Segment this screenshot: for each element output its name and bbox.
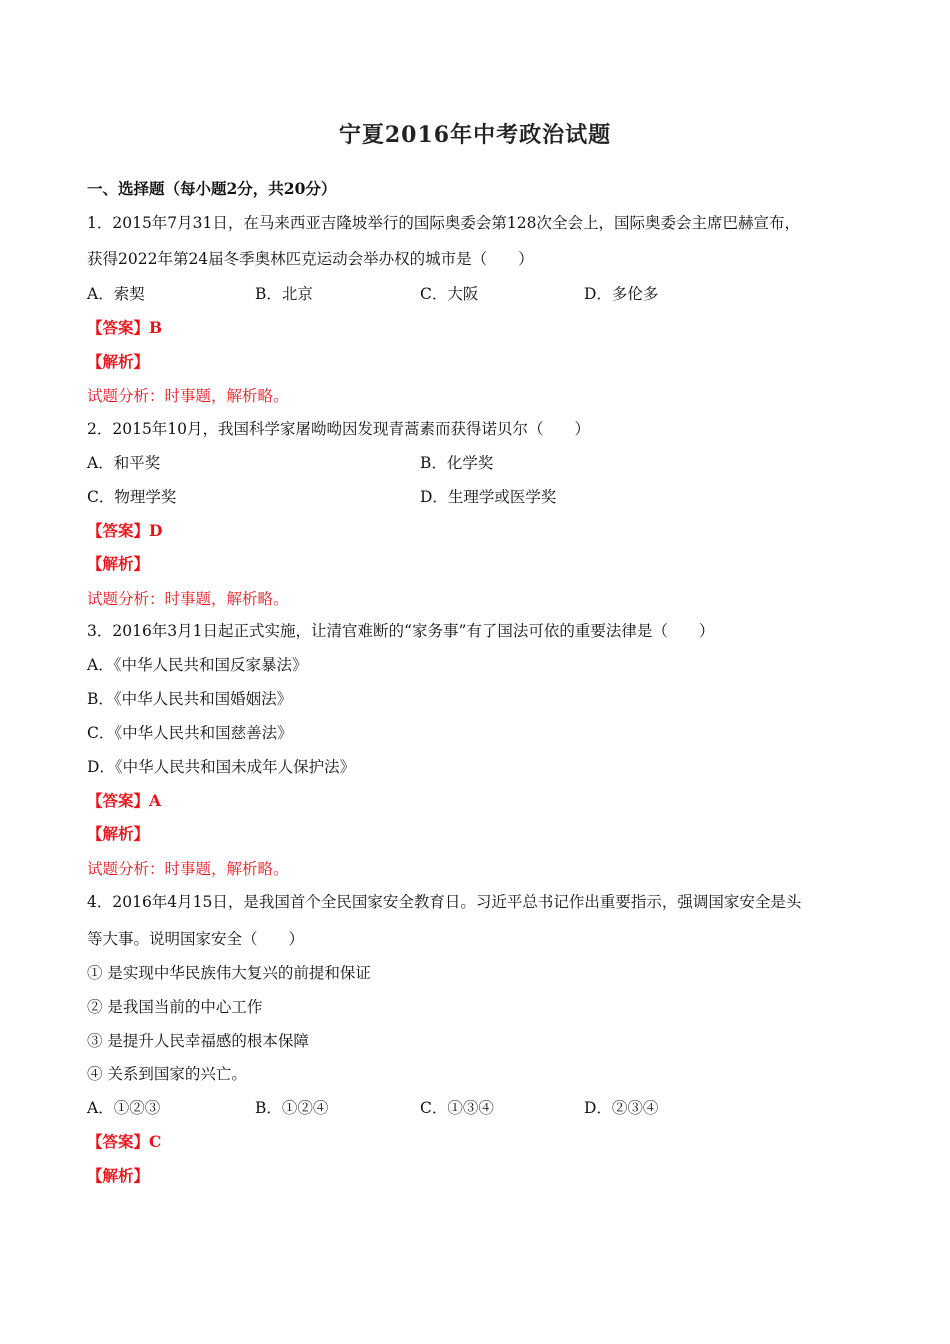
question-1-stem-line-2: 获得2022年第24届冬季奥林匹克运动会举办权的城市是（ ） — [87, 250, 534, 268]
question-2-stem: 2．2015年10月，我国科学家屠呦呦因发现青蒿素而获得诺贝尔（ ） — [87, 420, 591, 438]
question-1-analysis-label: 【解析】 — [87, 352, 150, 371]
question-3-analysis: 试题分析：时事题，解析略。 — [87, 860, 289, 878]
question-1-analysis: 试题分析：时事题，解析略。 — [87, 387, 289, 405]
question-2-analysis: 试题分析：时事题，解析略。 — [87, 590, 289, 608]
question-3-option-c: C．《中华人民共和国慈善法》 — [87, 724, 293, 742]
question-4-answer: 【答案】C — [87, 1132, 162, 1151]
question-4-statement-3: ③ 是提升人民幸福感的根本保障 — [87, 1032, 309, 1050]
question-4-statement-4: ④ 关系到国家的兴亡。 — [87, 1065, 247, 1083]
question-2-option-d: D．生理学或医学奖 — [420, 488, 557, 506]
question-1-option-a: A．索契 — [87, 285, 145, 303]
question-4-stem-line-1: 4．2016年4月15日，是我国首个全民国家安全教育日。习近平总书记作出重要指示，强调国家安全是头 — [87, 893, 802, 911]
question-1-option-c: C．大阪 — [420, 285, 479, 303]
question-4-option-a: A．①②③ — [87, 1099, 161, 1117]
page-title: 宁夏2016年中考政治试题 — [338, 122, 612, 148]
question-3-option-d: D．《中华人民共和国未成年人保护法》 — [87, 758, 356, 776]
question-3-analysis-label: 【解析】 — [87, 824, 150, 843]
question-1-stem-line-1: 1．2015年7月31日，在马来西亚吉隆坡举行的国际奥委会第128次全会上，国际奥委会主席巴赫宣布， — [87, 214, 800, 232]
question-2-option-a: A．和平奖 — [87, 454, 161, 472]
question-4-statement-2: ② 是我国当前的中心工作 — [87, 998, 263, 1016]
question-2-answer: 【答案】D — [87, 521, 163, 540]
question-2-option-b: B．化学奖 — [420, 454, 494, 472]
question-3-option-b: B．《中华人民共和国婚姻法》 — [87, 690, 293, 708]
question-3-stem: 3．2016年3月1日起正式实施，让清官难断的“家务事”有了国法可依的重要法律是（ ） — [87, 622, 715, 640]
question-4-stem-line-2: 等大事。说明国家安全（ ） — [87, 930, 305, 948]
question-4-option-c: C．①③④ — [420, 1099, 494, 1117]
question-3-option-a: A．《中华人民共和国反家暴法》 — [87, 656, 308, 674]
question-3-answer: 【答案】A — [87, 791, 162, 810]
question-1-answer: 【答案】B — [87, 318, 163, 337]
question-1-option-d: D．多伦多 — [584, 285, 659, 303]
question-4-option-d: D．②③④ — [584, 1099, 659, 1117]
question-1-option-b: B．北京 — [255, 285, 313, 303]
question-4-analysis-label: 【解析】 — [87, 1166, 150, 1185]
question-2-analysis-label: 【解析】 — [87, 554, 150, 573]
question-2-option-c: C．物理学奖 — [87, 488, 177, 506]
question-4-statement-1: ① 是实现中华民族伟大复兴的前提和保证 — [87, 964, 371, 982]
question-4-option-b: B．①②④ — [255, 1099, 329, 1117]
section-heading: 一、选择题（每小题2分，共20分） — [87, 179, 337, 198]
